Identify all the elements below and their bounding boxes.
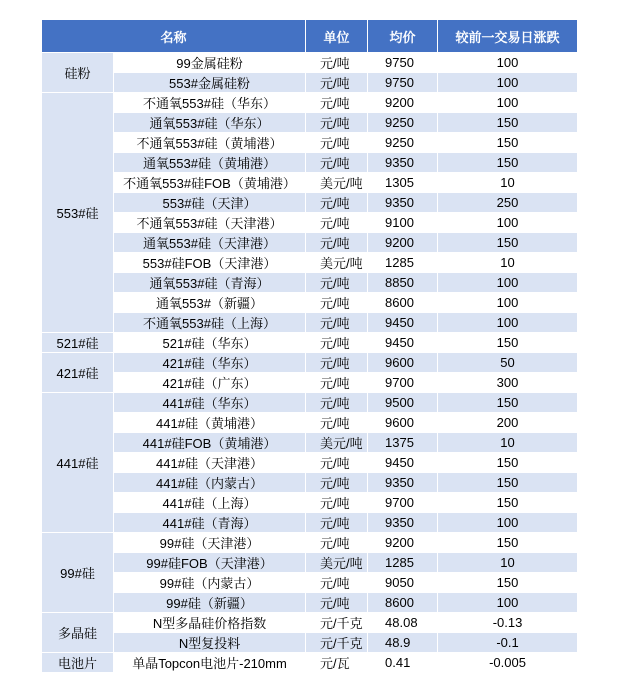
product-name-cell: 通氧553#硅（青海） — [114, 273, 306, 293]
table-row — [42, 573, 578, 593]
product-name-cell: 421#硅（华东） — [114, 353, 306, 373]
price-cell: 9450 — [368, 333, 438, 353]
table-row — [42, 173, 578, 193]
table-row — [42, 453, 578, 473]
product-name-cell: 99#硅FOB（天津港） — [114, 553, 306, 573]
price-cell: 9500 — [368, 393, 438, 413]
product-name-cell: 通氧553#硅（黄埔港） — [114, 153, 306, 173]
unit-cell: 元/吨 — [306, 513, 368, 533]
unit-cell: 元/吨 — [306, 593, 368, 613]
change-cell: 100 — [438, 293, 578, 313]
header-change: 较前一交易日涨跌 — [438, 20, 578, 53]
change-cell: 10 — [438, 553, 578, 573]
product-name-cell: 99#硅（天津港） — [114, 533, 306, 553]
product-name-cell: 441#硅（华东） — [114, 393, 306, 413]
category-cell: 电池片 — [42, 653, 114, 673]
header-row — [42, 20, 578, 53]
unit-cell: 元/吨 — [306, 373, 368, 393]
price-cell: 9700 — [368, 493, 438, 513]
table-row — [42, 113, 578, 133]
header-name: 名称 — [42, 20, 306, 53]
product-name-cell: 通氧553#硅（华东） — [114, 113, 306, 133]
change-cell: 100 — [438, 93, 578, 113]
price-cell: 9750 — [368, 53, 438, 73]
change-cell: 150 — [438, 493, 578, 513]
unit-cell: 元/吨 — [306, 533, 368, 553]
table-row — [42, 513, 578, 533]
table-row — [42, 493, 578, 513]
price-table-container — [41, 19, 577, 673]
unit-cell: 元/吨 — [306, 493, 368, 513]
price-cell: 0.41 — [368, 653, 438, 673]
table-row — [42, 213, 578, 233]
change-cell: 10 — [438, 433, 578, 453]
change-cell: 10 — [438, 173, 578, 193]
change-cell: -0.13 — [438, 613, 578, 633]
price-cell: 9750 — [368, 73, 438, 93]
unit-cell: 元/吨 — [306, 413, 368, 433]
price-cell: 1305 — [368, 173, 438, 193]
unit-cell: 元/吨 — [306, 333, 368, 353]
table-row — [42, 533, 578, 553]
table-row — [42, 133, 578, 153]
product-name-cell: N型复投料 — [114, 633, 306, 653]
price-cell: 9600 — [368, 353, 438, 373]
price-cell: 8850 — [368, 273, 438, 293]
unit-cell: 美元/吨 — [306, 553, 368, 573]
product-name-cell: 441#硅（内蒙古） — [114, 473, 306, 493]
category-cell: 421#硅 — [42, 353, 114, 393]
change-cell: 150 — [438, 333, 578, 353]
unit-cell: 美元/吨 — [306, 433, 368, 453]
price-cell: 9200 — [368, 533, 438, 553]
price-cell: 9350 — [368, 473, 438, 493]
change-cell: 250 — [438, 193, 578, 213]
product-name-cell: 553#硅FOB（天津港） — [114, 253, 306, 273]
unit-cell: 元/吨 — [306, 453, 368, 473]
price-cell: 9350 — [368, 153, 438, 173]
table-row — [42, 473, 578, 493]
change-cell: 150 — [438, 533, 578, 553]
unit-cell: 元/吨 — [306, 353, 368, 373]
table-row — [42, 253, 578, 273]
change-cell: 150 — [438, 453, 578, 473]
change-cell: 100 — [438, 273, 578, 293]
price-cell: 48.08 — [368, 613, 438, 633]
silicon-price-table — [41, 19, 578, 673]
price-cell: 9350 — [368, 513, 438, 533]
table-row — [42, 233, 578, 253]
product-name-cell: 不通氧553#硅FOB（黄埔港） — [114, 173, 306, 193]
product-name-cell: 441#硅（上海） — [114, 493, 306, 513]
table-row — [42, 593, 578, 613]
change-cell: 10 — [438, 253, 578, 273]
price-cell: 8600 — [368, 593, 438, 613]
product-name-cell: 99金属硅粉 — [114, 53, 306, 73]
price-cell: 8600 — [368, 293, 438, 313]
product-name-cell: 441#硅（黄埔港） — [114, 413, 306, 433]
price-cell: 1285 — [368, 253, 438, 273]
unit-cell: 元/吨 — [306, 193, 368, 213]
unit-cell: 元/吨 — [306, 93, 368, 113]
table-row — [42, 633, 578, 653]
product-name-cell: 99#硅（内蒙古） — [114, 573, 306, 593]
change-cell: 150 — [438, 113, 578, 133]
table-row — [42, 553, 578, 573]
header-unit: 单位 — [306, 20, 368, 53]
change-cell: 50 — [438, 353, 578, 373]
category-cell: 553#硅 — [42, 93, 114, 333]
price-cell: 9200 — [368, 233, 438, 253]
product-name-cell: 521#硅（华东） — [114, 333, 306, 353]
price-cell: 9250 — [368, 113, 438, 133]
unit-cell: 元/千克 — [306, 633, 368, 653]
change-cell: 100 — [438, 513, 578, 533]
category-cell: 硅粉 — [42, 53, 114, 93]
price-cell: 48.9 — [368, 633, 438, 653]
change-cell: 150 — [438, 393, 578, 413]
product-name-cell: 553#硅（天津） — [114, 193, 306, 213]
product-name-cell: 99#硅（新疆） — [114, 593, 306, 613]
change-cell: 150 — [438, 233, 578, 253]
product-name-cell: 441#硅（青海） — [114, 513, 306, 533]
category-cell: 99#硅 — [42, 533, 114, 613]
category-cell: 441#硅 — [42, 393, 114, 533]
product-name-cell: N型多晶硅价格指数 — [114, 613, 306, 633]
unit-cell: 元/吨 — [306, 473, 368, 493]
unit-cell: 元/吨 — [306, 313, 368, 333]
table-row — [42, 313, 578, 333]
unit-cell: 元/吨 — [306, 213, 368, 233]
table-row — [42, 433, 578, 453]
table-row — [42, 413, 578, 433]
change-cell: -0.1 — [438, 633, 578, 653]
product-name-cell: 单晶Topcon电池片-210mm — [114, 653, 306, 673]
unit-cell: 元/吨 — [306, 153, 368, 173]
table-row — [42, 333, 578, 353]
table-row — [42, 93, 578, 113]
table-row — [42, 193, 578, 213]
change-cell: 100 — [438, 53, 578, 73]
price-cell: 9250 — [368, 133, 438, 153]
unit-cell: 元/吨 — [306, 573, 368, 593]
table-row — [42, 73, 578, 93]
table-row — [42, 53, 578, 73]
product-name-cell: 不通氧553#硅（黄埔港） — [114, 133, 306, 153]
price-cell: 9600 — [368, 413, 438, 433]
product-name-cell: 通氧553#硅（天津港） — [114, 233, 306, 253]
product-name-cell: 421#硅（广东） — [114, 373, 306, 393]
price-cell: 9700 — [368, 373, 438, 393]
product-name-cell: 通氧553#（新疆） — [114, 293, 306, 313]
change-cell: 100 — [438, 73, 578, 93]
price-cell: 9100 — [368, 213, 438, 233]
table-row — [42, 373, 578, 393]
change-cell: 100 — [438, 313, 578, 333]
category-cell: 多晶硅 — [42, 613, 114, 653]
price-cell: 9450 — [368, 453, 438, 473]
price-cell: 9450 — [368, 313, 438, 333]
price-cell: 9050 — [368, 573, 438, 593]
change-cell: -0.005 — [438, 653, 578, 673]
price-cell: 9350 — [368, 193, 438, 213]
change-cell: 150 — [438, 133, 578, 153]
price-cell: 1375 — [368, 433, 438, 453]
change-cell: 150 — [438, 153, 578, 173]
change-cell: 100 — [438, 593, 578, 613]
header-price: 均价 — [368, 20, 438, 53]
table-row — [42, 273, 578, 293]
table-row — [42, 153, 578, 173]
unit-cell: 元/吨 — [306, 273, 368, 293]
table-row — [42, 613, 578, 633]
product-name-cell: 不通氧553#硅（天津港） — [114, 213, 306, 233]
change-cell: 300 — [438, 373, 578, 393]
product-name-cell: 不通氧553#硅（华东） — [114, 93, 306, 113]
unit-cell: 美元/吨 — [306, 173, 368, 193]
product-name-cell: 不通氧553#硅（上海） — [114, 313, 306, 333]
price-cell: 9200 — [368, 93, 438, 113]
change-cell: 100 — [438, 213, 578, 233]
unit-cell: 元/吨 — [306, 393, 368, 413]
unit-cell: 元/吨 — [306, 133, 368, 153]
unit-cell: 元/千克 — [306, 613, 368, 633]
unit-cell: 元/吨 — [306, 113, 368, 133]
price-cell: 1285 — [368, 553, 438, 573]
unit-cell: 元/吨 — [306, 53, 368, 73]
unit-cell: 元/吨 — [306, 293, 368, 313]
table-row — [42, 353, 578, 373]
table-row — [42, 393, 578, 413]
change-cell: 200 — [438, 413, 578, 433]
unit-cell: 美元/吨 — [306, 253, 368, 273]
unit-cell: 元/吨 — [306, 73, 368, 93]
product-name-cell: 553#金属硅粉 — [114, 73, 306, 93]
table-row — [42, 653, 578, 673]
product-name-cell: 441#硅（天津港） — [114, 453, 306, 473]
change-cell: 150 — [438, 473, 578, 493]
change-cell: 150 — [438, 573, 578, 593]
unit-cell: 元/瓦 — [306, 653, 368, 673]
table-body — [42, 53, 578, 673]
category-cell: 521#硅 — [42, 333, 114, 353]
unit-cell: 元/吨 — [306, 233, 368, 253]
table-row — [42, 293, 578, 313]
product-name-cell: 441#硅FOB（黄埔港） — [114, 433, 306, 453]
